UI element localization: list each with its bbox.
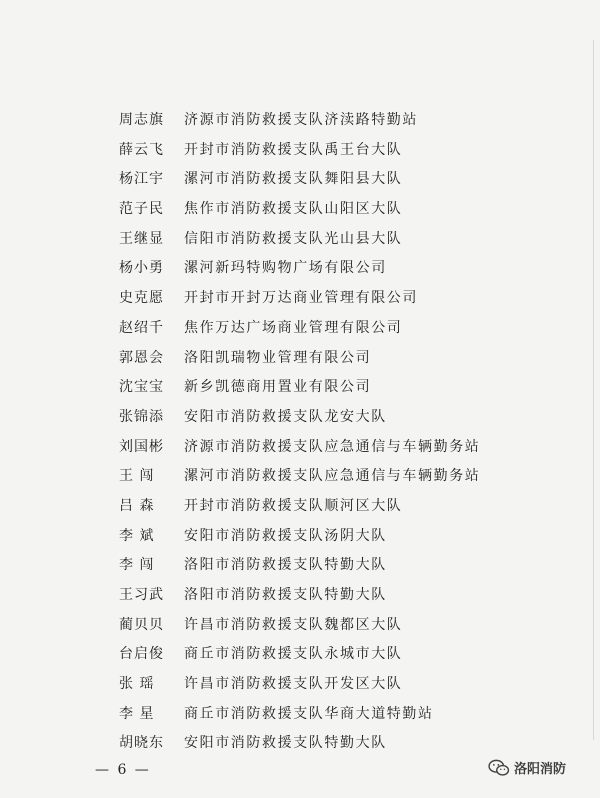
person-unit: 洛阳凯瑞物业管理有限公司 [184,349,372,366]
list-item [0,136,600,166]
list-item [0,284,600,314]
person-unit: 焦作市消防救援支队山阳区大队 [184,201,403,218]
person-name: 王习武 [119,587,164,603]
list-item [0,729,600,759]
wechat-watermark [488,758,566,777]
list-item [0,462,600,492]
person-name: 蔺贝贝 [119,616,164,633]
list-item [0,106,600,136]
person-name: 李 闯 [119,557,155,574]
wechat-icon [488,759,510,777]
person-name: 杨小勇 [119,260,164,277]
award-name-list [0,106,600,759]
person-name: 薛云飞 [119,141,164,158]
person-name: 王继显 [119,230,164,247]
person-unit: 济源市消防救援支队济渎路特勤站 [184,112,418,128]
person-name: 范子民 [119,201,164,218]
list-item [0,373,600,403]
person-unit: 焦作万达广场商业管理有限公司 [184,319,403,336]
list-item [0,195,600,225]
page-number: — 6 — [95,762,151,778]
person-name: 史克愿 [119,290,164,307]
list-item [0,433,600,463]
person-unit: 安阳市消防救援支队汤阴大队 [184,527,387,544]
person-unit: 济源市消防救援支队应急通信与车辆勤务站 [184,438,481,455]
person-name: 沈宝宝 [119,379,164,396]
list-item [0,670,600,700]
list-item [0,551,600,581]
list-item [0,165,600,195]
person-name: 李 星 [119,705,155,722]
person-name: 王 闯 [119,468,155,485]
person-unit: 漯河新玛特购物广场有限公司 [184,260,387,277]
list-item [0,700,600,730]
list-item [0,225,600,255]
person-unit: 许昌市消防救援支队开发区大队 [184,676,403,693]
person-unit: 许昌市消防救援支队魏都区大队 [184,616,403,633]
person-name: 胡晓东 [119,735,164,752]
person-name: 台启俊 [119,646,164,663]
person-name: 刘国彬 [119,438,164,455]
list-item [0,581,600,611]
list-item [0,344,600,374]
person-unit: 开封市消防救援支队顺河区大队 [184,497,403,514]
list-item [0,611,600,641]
person-name: 杨江宇 [119,171,164,188]
person-name: 吕 森 [119,497,155,514]
person-unit: 洛阳市消防救援支队特勤大队 [184,587,387,603]
person-unit: 漯河市消防救援支队舞阳县大队 [184,171,403,188]
person-unit: 商丘市消防救援支队华商大道特勤站 [184,705,434,722]
person-name: 郭恩会 [119,349,164,366]
person-name: 李 斌 [119,527,155,544]
list-item [0,314,600,344]
person-unit: 洛阳市消防救援支队特勤大队 [184,557,387,574]
person-name: 周志旗 [119,112,164,128]
person-unit: 漯河市消防救援支队应急通信与车辆勤务站 [184,468,481,485]
person-name: 张 瑶 [119,676,155,693]
person-unit: 开封市消防救援支队禹王台大队 [184,141,403,158]
list-item [0,522,600,552]
person-unit: 安阳市消防救援支队龙安大队 [184,408,387,425]
person-unit: 开封市开封万达商业管理有限公司 [184,290,418,307]
list-item [0,403,600,433]
person-unit: 新乡凯德商用置业有限公司 [184,379,372,396]
watermark-text: 洛阳消防 [513,762,566,777]
person-name: 赵绍千 [119,319,164,336]
person-unit: 商丘市消防救援支队永城市大队 [184,646,403,663]
person-unit: 信阳市消防救援支队光山县大队 [184,230,403,247]
person-name: 张锦添 [119,408,164,425]
list-item [0,492,600,522]
list-item [0,640,600,670]
person-unit: 安阳市消防救援支队特勤大队 [184,735,387,752]
list-item [0,254,600,284]
